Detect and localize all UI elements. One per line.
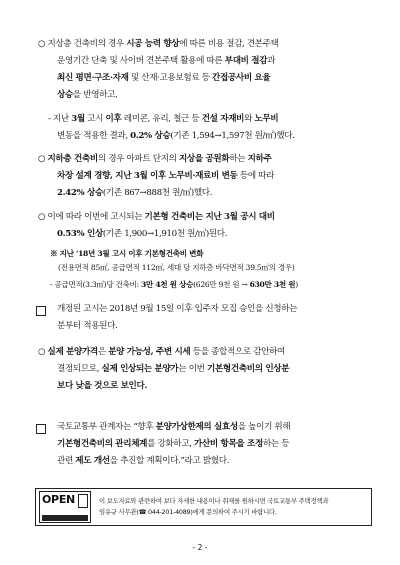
para-4-line-1: ○ 이에 따라 이번에 고시되는 기본형 건축비는 지난 3월 공시 대비 <box>38 212 275 222</box>
para-1-line-1: ○ 지상층 건축비의 경우 시공 능력 향상에 따른 비용 절감, 견본주택 <box>38 39 279 49</box>
para-4-line-2: 0.53% 인상(기존 1,900→1,910천 원/㎡)된다. <box>57 229 228 239</box>
para-5-line-2: 결정되므로, 실제 인상되는 분양가는 이번 기본형건축비의 인상분 <box>57 364 290 374</box>
para-1-line-2: 운영기간 단축 및 사이버 견본주택 활용에 따른 부대비 절감과 <box>57 56 276 66</box>
section-2-line-1: 국토교통부 관계자는 “향후 분양가상한제의 실효성을 높이기 위해 <box>57 422 291 432</box>
para-5-line-3: 보다 낮을 것으로 보인다. <box>57 381 148 391</box>
open-license-icon <box>39 491 91 523</box>
checkbox-square-icon <box>36 306 46 316</box>
open-badge-text: OPEN <box>42 493 75 506</box>
section-1-line-2: 분부터 적용된다. <box>57 321 118 331</box>
section-1-line-1: 개정된 고시는 2018년 9월 15일 이후 입주자 모집 승인을 신청하는 <box>57 304 298 314</box>
contact-line-1: 이 보도자료와 관련하여 보다 자세한 내용이나 취재를 원하시면 국토교통부 주택정책과 <box>99 497 329 505</box>
contact-text <box>99 496 328 518</box>
para-1-line-3: 최신 평면·구조·자재 및 산재·고용보험료 등 간접공사비 요율 <box>57 73 271 83</box>
para-3-line-2: 차장 설계 경향, 지난 3월 이후 노무비·재료비 변동 등에 따라 <box>57 171 275 181</box>
para-3-line-1: ○ 지하층 건축비의 경우 아파트 단지의 지상을 공원화하는 지하주 <box>38 154 272 164</box>
note-line-2: (전용면적 85㎡, 공급면적 112㎡, 세대 당 지하층 바닥면적 39.5㎡의 경우) <box>58 263 295 272</box>
note-line-1: ※ 지난 '18년 3월 고시 이후 기본형건축비 변화 <box>50 249 204 258</box>
contact-footer-box <box>35 488 372 526</box>
note-line-3: - 공급면적(3.3㎡)당 건축비: 3만 4천 원 상승(626만 9천 원 → 630만 3천 원) <box>50 280 298 289</box>
license-mark-icon <box>78 494 88 508</box>
para-1-line-4: 상승을 반영하고, <box>57 90 118 100</box>
page-number: - 2 - <box>192 543 208 552</box>
para-5-line-1: ○ 실제 분양가격은 분양 가능성, 주변 시세 등을 종합적으로 감안하여 <box>38 347 285 357</box>
para-2-line-1: - 지난 3월 고시 이후 레미콘, 유리, 철근 등 건설 자재비와 노무비 <box>48 114 279 124</box>
license-strip-icon <box>42 515 88 521</box>
contact-line-2: 임유규 사무관(☎ 044-201-4089)에게 문의하여 주시기 바랍니다. <box>99 508 277 516</box>
section-2-line-3: 관련 제도 개선을 추진할 계획이다.”라고 밝혔다. <box>57 456 230 466</box>
checkbox-square-icon <box>36 424 46 434</box>
para-2-line-2: 변동을 적용한 결과, 0.2% 상승(기존 1,594→1,597천 원/㎡)했다. <box>57 131 295 141</box>
section-2-line-2: 기본형건축비의 관리체계를 강화하고, 가산비 항목을 조정하는 등 <box>57 439 290 449</box>
para-3-line-3: 2.42% 상승(기존 867→888천 원/㎡)했다. <box>57 188 213 198</box>
